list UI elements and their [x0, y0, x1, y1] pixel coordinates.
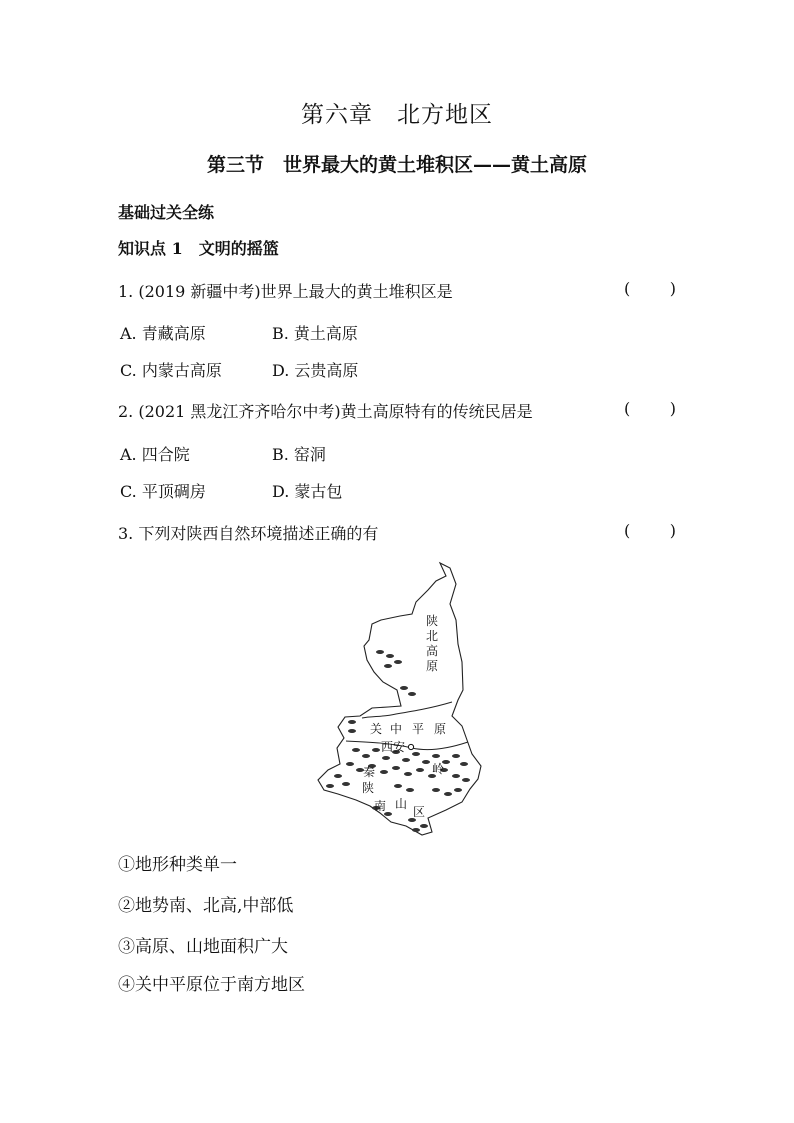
- xian-city-marker: [408, 744, 413, 749]
- map-label-north-plateau: [426, 613, 438, 673]
- svg-text:原: 原: [434, 722, 447, 736]
- question-1-option-c: C. 内蒙古高原: [120, 361, 222, 380]
- map-label-guanzhong: [370, 721, 446, 736]
- chapter-title: 第六章 北方地区: [301, 102, 493, 128]
- svg-text:平: 平: [412, 722, 425, 736]
- statement-3: ③高原、山地面积广大: [118, 937, 288, 957]
- section-title: 第三节 世界最大的黄土堆积区——黄土高原: [206, 154, 587, 176]
- map-label-south-mountains: [362, 780, 425, 819]
- paren-open: (: [624, 399, 631, 418]
- svg-text:秦: 秦: [363, 765, 376, 779]
- question-1-stem: 1. (2019 新疆中考)世界上最大的黄土堆积区是: [118, 282, 453, 301]
- svg-text:岭: 岭: [432, 762, 445, 776]
- question-1-option-b: B. 黄土高原: [272, 324, 358, 343]
- knowledge-point-heading: 知识点 1 文明的摇篮: [118, 239, 279, 258]
- svg-text:关: 关: [370, 722, 383, 736]
- svg-text:区: 区: [413, 805, 426, 819]
- question-2-option-b: B. 窑洞: [272, 445, 326, 464]
- svg-text:南: 南: [374, 799, 387, 813]
- question-2-option-a: A. 四合院: [120, 445, 190, 464]
- question-3-stem: 3. 下列对陕西自然环境描述正确的有: [118, 524, 379, 543]
- guanzhong-north-boundary: [362, 702, 452, 718]
- paren-open: (: [624, 521, 631, 540]
- statement-2: ②地势南、北高,中部低: [118, 896, 294, 916]
- question-1-option-d: D. 云贵高原: [272, 361, 359, 380]
- svg-text:北: 北: [426, 629, 439, 643]
- paren-close: ): [669, 399, 676, 418]
- statement-1: ①地形种类单一: [118, 855, 237, 875]
- question-2-option-d: D. 蒙古包: [272, 482, 343, 501]
- question-2-option-c: C. 平顶碉房: [120, 482, 206, 501]
- province-outline: [318, 563, 481, 835]
- question-1-option-a: A. 青藏高原: [120, 324, 206, 343]
- map-label-xian: 西安: [381, 740, 406, 754]
- paren-open: (: [624, 279, 631, 298]
- svg-text:原: 原: [426, 659, 439, 673]
- svg-text:中: 中: [390, 722, 403, 736]
- guanzhong-south-boundary: [346, 741, 468, 750]
- question-2-stem: 2. (2021 黑龙江齐齐哈尔中考)黄土高原特有的传统民居是: [118, 402, 533, 421]
- svg-text:陕: 陕: [426, 614, 439, 628]
- svg-text:高: 高: [426, 644, 439, 658]
- paren-close: ): [669, 521, 676, 540]
- svg-text:陕: 陕: [362, 781, 375, 795]
- paren-close: ): [669, 279, 676, 298]
- statement-4: ④关中平原位于南方地区: [118, 975, 305, 995]
- svg-text:山: 山: [395, 797, 408, 811]
- exercise-heading: 基础过关全练: [118, 203, 215, 222]
